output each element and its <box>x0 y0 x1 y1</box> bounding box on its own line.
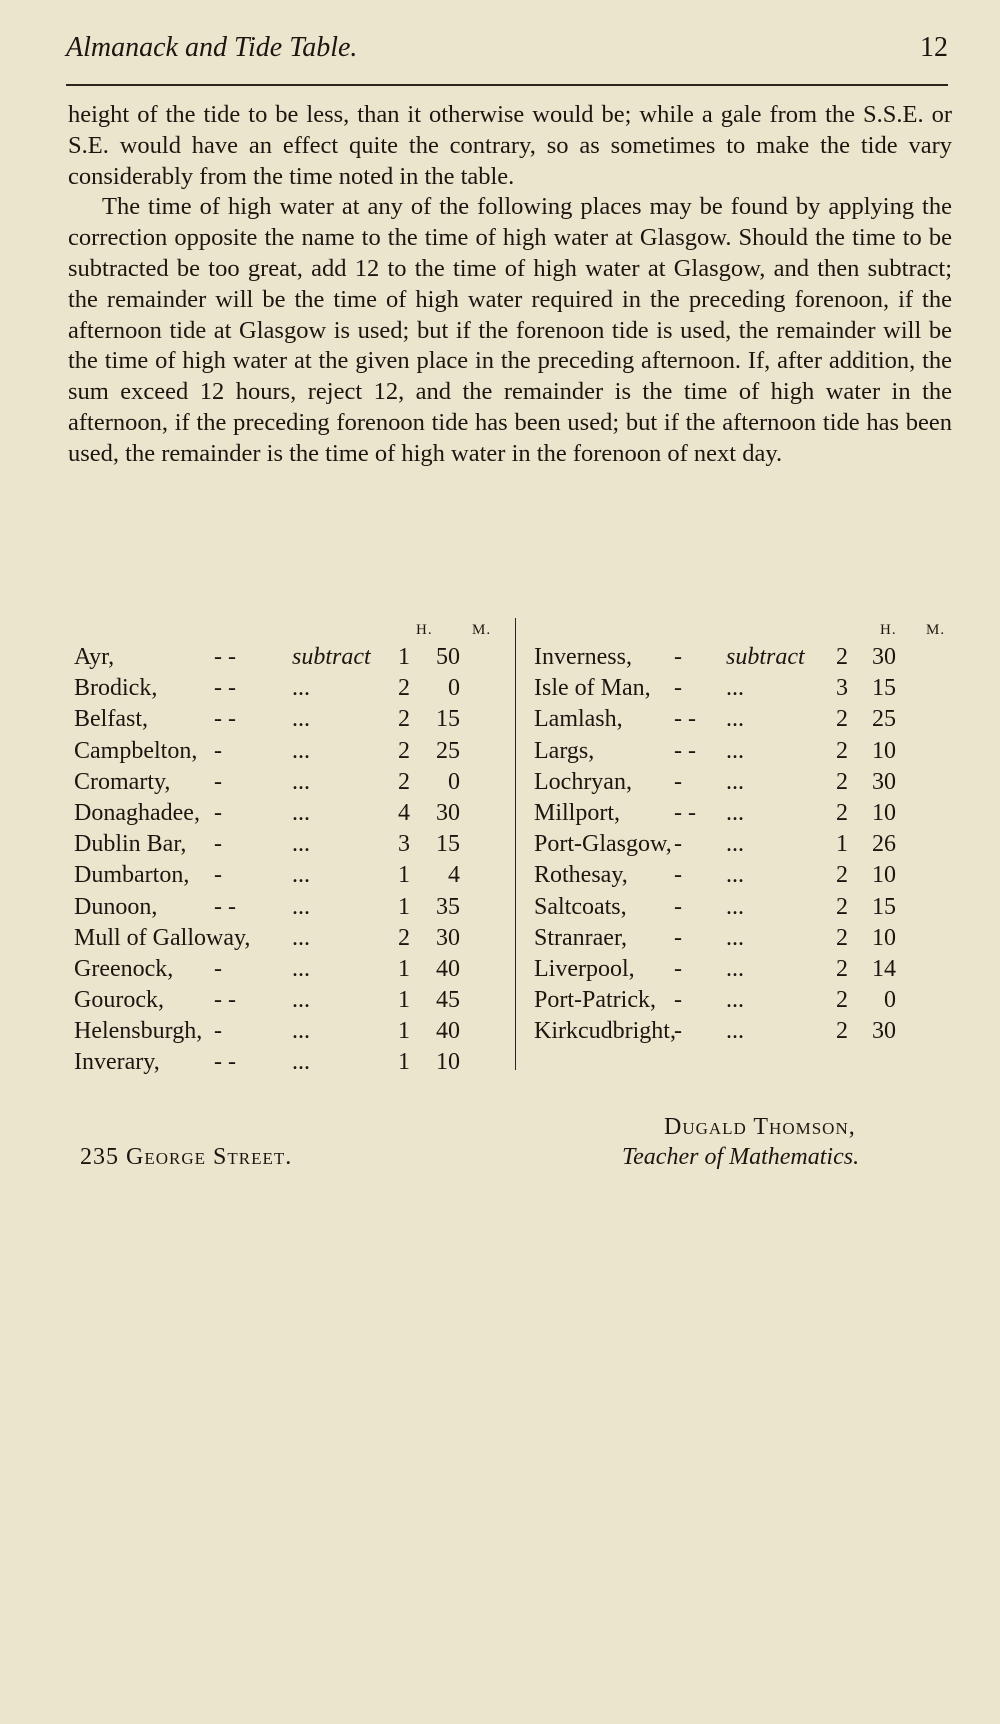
leader-dash: - <box>214 831 222 858</box>
correction-operation: ... <box>292 706 310 733</box>
place-name: Kirkcudbright, <box>534 1018 676 1045</box>
hours-value: 1 <box>398 1049 410 1076</box>
leader-dash: - - <box>214 1049 236 1076</box>
table-row <box>74 956 504 987</box>
place-name: Lamlash, <box>534 706 623 733</box>
hours-value: 2 <box>398 675 410 702</box>
place-name: Brodick, <box>74 675 158 702</box>
table-row <box>74 1018 504 1049</box>
hours-value: 2 <box>836 955 848 982</box>
leader-dash: - <box>674 831 682 858</box>
minutes-value: 50 <box>436 644 460 670</box>
place-name: Mull of Galloway, <box>74 924 251 951</box>
leader-dash: - <box>674 768 682 795</box>
leader-dash: - - <box>674 706 696 733</box>
place-name: Stranraer, <box>534 924 627 951</box>
hours-value: 4 <box>398 799 410 826</box>
place-name: Cromarty, <box>74 768 171 795</box>
minutes-value: 25 <box>436 737 460 764</box>
place-name: Helensburgh, <box>74 1018 203 1045</box>
tide-table-right <box>534 614 958 1049</box>
place-name: Greenock, <box>74 955 174 982</box>
author-role: Teacher of Mathematics. <box>622 1144 860 1170</box>
correction-operation: subtract <box>292 644 371 670</box>
minutes-value: 15 <box>436 706 460 733</box>
place-name: Dunoon, <box>74 893 158 920</box>
minutes-value: 30 <box>436 924 460 951</box>
correction-operation: ... <box>292 799 310 826</box>
place-name: Belfast, <box>74 706 148 733</box>
hours-header: H. <box>880 622 897 638</box>
table-header <box>74 614 504 644</box>
page-number: 12 <box>920 32 948 63</box>
hours-value: 2 <box>836 862 848 889</box>
hours-value: 1 <box>398 987 410 1014</box>
correction-operation: ... <box>292 675 310 702</box>
minutes-value: 40 <box>436 1018 460 1045</box>
place-name: Rothesay, <box>534 862 628 889</box>
correction-operation: ... <box>726 799 744 826</box>
table-row <box>74 769 504 800</box>
hours-header: H. <box>416 622 433 638</box>
leader-dash: - <box>674 1018 682 1045</box>
place-name: Port-Patrick, <box>534 987 656 1014</box>
minutes-value: 10 <box>436 1049 460 1076</box>
place-name: Isle of Man, <box>534 675 651 702</box>
correction-operation: ... <box>292 768 310 795</box>
table-row <box>534 800 958 831</box>
minutes-value: 35 <box>436 893 460 920</box>
leader-dash: - - <box>214 644 236 670</box>
correction-operation: ... <box>292 1018 310 1045</box>
correction-operation: ... <box>726 862 744 889</box>
minutes-value: 30 <box>436 799 460 826</box>
leader-dash: - <box>214 737 222 764</box>
correction-operation: ... <box>726 675 744 702</box>
place-name: Donaghadee, <box>74 799 200 826</box>
correction-operation: ... <box>726 955 744 982</box>
table-row <box>534 769 958 800</box>
leader-dash: - <box>674 644 682 670</box>
body-text <box>68 100 952 470</box>
place-name: Inverness, <box>534 644 632 670</box>
hours-value: 2 <box>398 768 410 795</box>
leader-dash: - <box>674 862 682 889</box>
place-name: Campbelton, <box>74 737 198 764</box>
table-row <box>74 706 504 737</box>
correction-operation: subtract <box>726 644 805 670</box>
leader-dash: - <box>214 768 222 795</box>
header-rule <box>66 84 948 86</box>
hours-value: 1 <box>398 955 410 982</box>
minutes-value: 25 <box>872 706 896 733</box>
hours-value: 2 <box>836 799 848 826</box>
correction-operation: ... <box>726 768 744 795</box>
leader-dash: - <box>214 799 222 826</box>
table-row <box>534 1018 958 1049</box>
place-name: Gourock, <box>74 987 164 1014</box>
minutes-value: 30 <box>872 1018 896 1045</box>
correction-operation: ... <box>726 893 744 920</box>
minutes-value: 15 <box>436 831 460 858</box>
hours-value: 2 <box>398 924 410 951</box>
table-row <box>74 862 504 893</box>
minutes-value: 14 <box>872 955 896 982</box>
minutes-value: 45 <box>436 987 460 1014</box>
hours-value: 2 <box>836 644 848 670</box>
place-name: Saltcoats, <box>534 893 627 920</box>
correction-operation: ... <box>726 924 744 951</box>
table-row <box>74 800 504 831</box>
table-row <box>74 675 504 706</box>
correction-operation: ... <box>292 955 310 982</box>
leader-dash: - <box>674 955 682 982</box>
correction-operation: ... <box>726 1018 744 1045</box>
place-name: Ayr, <box>74 644 115 670</box>
place-name: Port-Glasgow, <box>534 831 672 858</box>
hours-value: 1 <box>398 893 410 920</box>
table-row <box>74 738 504 769</box>
hours-value: 1 <box>398 644 410 670</box>
hours-value: 2 <box>836 893 848 920</box>
table-row <box>534 738 958 769</box>
hours-value: 3 <box>836 675 848 702</box>
place-name: Dublin Bar, <box>74 831 187 858</box>
correction-operation: ... <box>292 1049 310 1076</box>
place-name: Inverary, <box>74 1049 160 1076</box>
table-row <box>534 675 958 706</box>
hours-value: 2 <box>398 706 410 733</box>
minutes-value: 0 <box>448 768 460 795</box>
running-title: Almanack and Tide Table. <box>66 32 358 63</box>
leader-dash: - - <box>214 675 236 702</box>
minutes-value: 10 <box>872 737 896 764</box>
correction-operation: ... <box>726 987 744 1014</box>
address: 235 George Street. <box>80 1144 293 1170</box>
hours-value: 1 <box>398 862 410 889</box>
table-row <box>534 987 958 1018</box>
hours-value: 2 <box>836 737 848 764</box>
leader-dash: - - <box>674 737 696 764</box>
minutes-value: 15 <box>872 893 896 920</box>
hours-value: 2 <box>836 706 848 733</box>
running-header <box>66 30 948 70</box>
leader-dash: - <box>674 924 682 951</box>
table-row <box>74 831 504 862</box>
minutes-value: 30 <box>872 768 896 795</box>
minutes-value: 0 <box>884 987 896 1014</box>
leader-dash: - - <box>674 799 696 826</box>
hours-value: 2 <box>836 987 848 1014</box>
correction-operation: ... <box>292 987 310 1014</box>
minutes-value: 4 <box>448 862 460 889</box>
leader-dash: - - <box>214 893 236 920</box>
leader-dash: - <box>214 955 222 982</box>
author-name: Dugald Thomson, <box>664 1114 856 1140</box>
leader-dash: - - <box>214 706 236 733</box>
correction-operation: ... <box>726 831 744 858</box>
table-row <box>534 894 958 925</box>
table-row <box>74 894 504 925</box>
minutes-header: M. <box>472 622 492 638</box>
correction-operation: ... <box>292 893 310 920</box>
correction-operation: ... <box>726 737 744 764</box>
table-row <box>534 644 958 675</box>
minutes-value: 40 <box>436 955 460 982</box>
hours-value: 3 <box>398 831 410 858</box>
leader-dash: - <box>214 1018 222 1045</box>
table-row <box>534 862 958 893</box>
correction-operation: ... <box>292 862 310 889</box>
hours-value: 2 <box>836 924 848 951</box>
hours-value: 2 <box>836 768 848 795</box>
correction-operation: ... <box>292 924 310 951</box>
place-name: Lochryan, <box>534 768 632 795</box>
minutes-value: 10 <box>872 862 896 889</box>
place-name: Millport, <box>534 799 621 826</box>
table-row <box>534 956 958 987</box>
tide-table-left <box>74 614 504 1081</box>
table-row <box>74 644 504 675</box>
minutes-value: 26 <box>872 831 896 858</box>
leader-dash: - <box>674 675 682 702</box>
correction-operation: ... <box>292 831 310 858</box>
hours-value: 1 <box>398 1018 410 1045</box>
table-row <box>74 1049 504 1080</box>
column-divider <box>515 618 516 1070</box>
place-name: Largs, <box>534 737 595 764</box>
minutes-value: 0 <box>448 675 460 702</box>
minutes-value: 15 <box>872 675 896 702</box>
minutes-value: 10 <box>872 924 896 951</box>
minutes-header: M. <box>926 622 946 638</box>
minutes-value: 10 <box>872 799 896 826</box>
place-name: Dumbarton, <box>74 862 190 889</box>
correction-operation: ... <box>726 706 744 733</box>
leader-dash: - - <box>214 987 236 1014</box>
place-name: Liverpool, <box>534 955 635 982</box>
table-row <box>534 925 958 956</box>
hours-value: 2 <box>398 737 410 764</box>
table-row <box>74 925 504 956</box>
table-header <box>534 614 958 644</box>
leader-dash: - <box>674 893 682 920</box>
table-row <box>74 987 504 1018</box>
hours-value: 1 <box>836 831 848 858</box>
paragraph-2: The time of high water at any of the following places may be found by applying the correction opposite the name to the time of high water at Glasgow. Should the time to be subtracted be too great, add 12 to the time of high water at Glasgow, and then subtract; the remainder will be the time of high water required in the preceding forenoon, if the afternoon tide at Glasgow is used; but if the forenoon tide is used, the remainder will be the time of high water at the given place in the preceding afternoon. If, after addition, the sum exceed 12 hours, reject 12, and the remainder is the time of high water in the afternoon, if the preceding forenoon tide has been used; but if the afternoon tide has been used, the remainder is the time of high water in the forenoon of next day. <box>68 193 952 467</box>
correction-operation: ... <box>292 737 310 764</box>
leader-dash: - <box>214 862 222 889</box>
hours-value: 2 <box>836 1018 848 1045</box>
leader-dash: - <box>674 987 682 1014</box>
minutes-value: 30 <box>872 644 896 670</box>
table-row <box>534 831 958 862</box>
paragraph-1: height of the tide to be less, than it otherwise would be; while a gale from the S.S.E. or S.E. would have an effect quite the contrary, so as sometimes to make the tide vary considerably from the time noted in the table. <box>68 101 952 190</box>
table-row <box>534 706 958 737</box>
